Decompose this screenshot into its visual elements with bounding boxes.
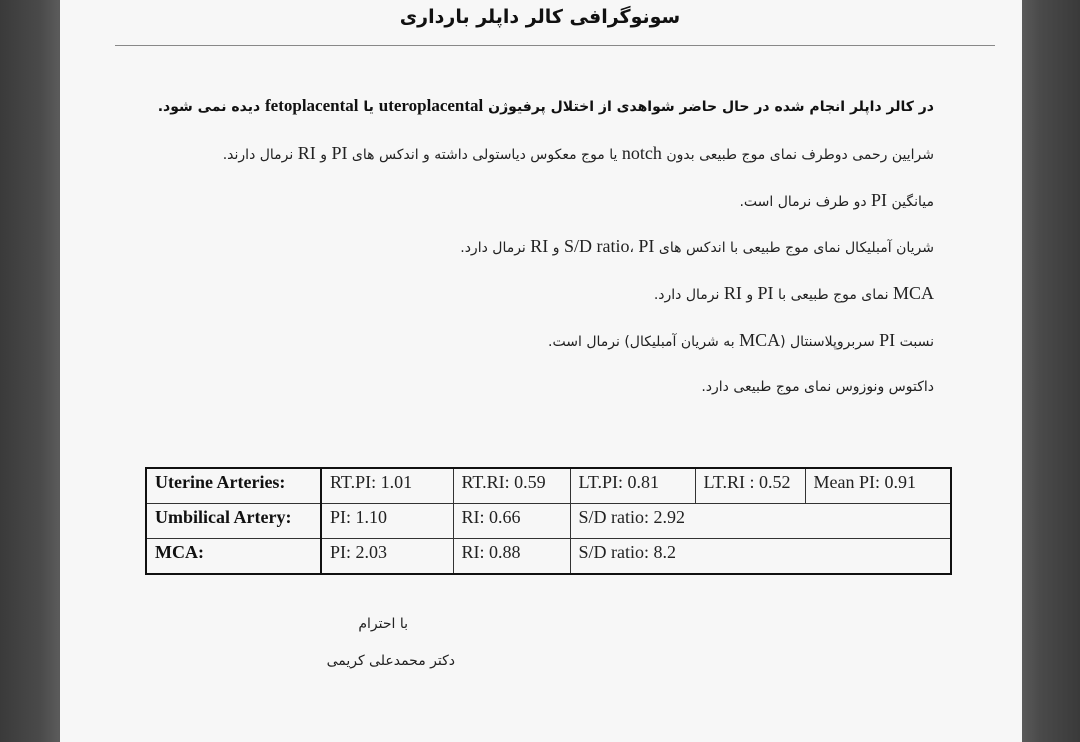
finding-paragraph-4: شریان آمبلیکال نمای موج طبیعی با اندکس های S/D ratio، PI و RI نرمال دارد. (460, 236, 934, 256)
mca-pi-cell: PI: 2.03 (321, 539, 453, 575)
finding-paragraph-5: MCA نمای موج طبیعی با PI و RI نرمال دارد. (653, 283, 934, 303)
umbilical-ri-cell: RI: 0.66 (453, 504, 570, 539)
regards-text: با احترام (358, 616, 408, 632)
finding-paragraph-6: نسبت PI سربروپلاسنتال (MCA به شریان آمبلیکال) نرمال است. (548, 330, 934, 350)
table-row-uterine (146, 468, 951, 504)
doppler-measurements-table (145, 467, 952, 575)
lt-ri-cell: LT.RI : 0.52 (695, 468, 805, 504)
finding-paragraph-7: داکتوس ونوزوس نمای موج طبیعی دارد. (701, 379, 934, 395)
rt-pi-cell: RT.PI: 1.01 (321, 468, 453, 504)
uterine-arteries-label: Uterine Arteries: (146, 468, 321, 504)
table-row-umbilical (146, 504, 951, 539)
report-page (60, 0, 1022, 742)
umbilical-sd-ratio-cell: S/D ratio: 2.92 (570, 504, 951, 539)
finding-paragraph-1: در کالر داپلر انجام شده در حال حاضر شواهدی از اختلال پرفیوژن uteroplacental یا fetoplacental دیده نمی شود. (157, 96, 934, 115)
finding-paragraph-3: میانگین PI دو طرف نرمال است. (739, 190, 934, 210)
title-divider (115, 45, 995, 46)
mca-sd-ratio-cell: S/D ratio: 8.2 (570, 539, 951, 575)
doctor-name: دکتر محمدعلی کریمی (326, 653, 455, 669)
umbilical-artery-label: Umbilical Artery: (146, 504, 321, 539)
table-row-mca (146, 539, 951, 575)
lt-pi-cell: LT.PI: 0.81 (570, 468, 695, 504)
umbilical-pi-cell: PI: 1.10 (321, 504, 453, 539)
mca-ri-cell: RI: 0.88 (453, 539, 570, 575)
rt-ri-cell: RT.RI: 0.59 (453, 468, 570, 504)
report-title: سونوگرافی کالر داپلر بارداری (399, 6, 681, 28)
mean-pi-cell: Mean PI: 0.91 (805, 468, 951, 504)
finding-paragraph-2: شرایین رحمی دوطرف نمای موج طبیعی بدون notch یا موج معکوس دیاستولی داشته و اندکس های PI و RI نرمال دارند. (222, 143, 934, 163)
mca-label: MCA: (146, 539, 321, 575)
